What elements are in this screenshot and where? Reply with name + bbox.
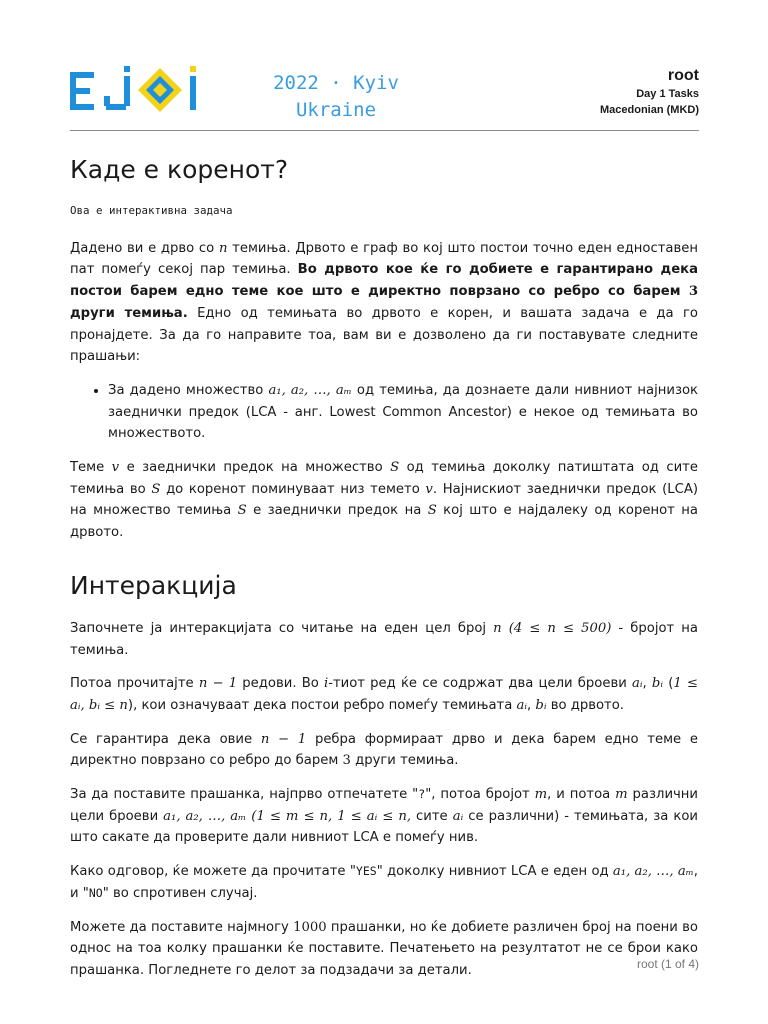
paragraph-query-format: За да поставите прашанка, најпрво отпечатете "?", потоа бројот m, и потоа m различни цели броеви a₁, a₂, …, aₘ (1 ≤ m ≤ n, 1 ≤ aᵢ ≤ n, сите aᵢ се различни) - темињата, за кои што сакате да проверите дали нивниот LCA е помеѓу нив. — [70, 787, 698, 846]
event-country: Ukraine — [295, 99, 377, 121]
paragraph-read-n: Започнете ја интеракцијата со читање на еден цел број n (4 ≤ n ≤ 500) - бројот на темиња. — [70, 620, 698, 658]
paragraph-lca-definition: Теме v е заеднички предок на множество S од темиња доколку патиштата од сите темиња во S до коренот поминуваат низ темето v. Најнискиот заеднички предок (LCA) на множество темиња S е заеднички предок на S кој што е најдалеку од коренот на дрвото. — [70, 460, 698, 541]
paragraph-intro: Дадено ви е дрво со n темиња. Дрвото е граф во кој што постои точно еден едноставен пат помеѓу секој пар темиња. Во дрвото кое ќе го добиете е гарантирано дека постои барем едно теме кое што е директно поврзано со ребро со барем 3 други темиња. Едно од темињата во дрвото е корен, и вашата задача е да го пронајдете. За да го направите тоа, вам ви е дозволено да ги поставувате следните прашањи: — [70, 240, 699, 365]
section-title-interaction: Интеракција — [70, 570, 237, 600]
paragraph-read-edges: Потоа прочитајте n − 1 редови. Во i-тиот ред ќе се содржат два цели броеви aᵢ, bᵢ (1 ≤ aᵢ, bᵢ ≤ n), кои означуваат дека постои ребро помеѓу темињата aᵢ, bᵢ во дрвото. — [70, 676, 698, 713]
document-body — [70, 150, 698, 994]
page-title: Каде е коренот? — [70, 155, 289, 184]
header-divider — [70, 130, 699, 131]
list-item: • За дадено множество a₁, a₂, …, aₘ од темиња, да дознаете дали нивниот најнизок заеднички предок (LCA - анг. Lowest Common Ancestor) е некое од темињата во множеството. — [108, 380, 698, 445]
page-header — [70, 62, 699, 130]
event-label — [236, 70, 436, 124]
paragraph-guarantee: Се гарантира дека овие n − 1 ребра формираат дрво и дека барем едно теме е директно поврзано со ребро до барем 3 други темиња. — [70, 731, 698, 769]
paragraph-query-limit: Можете да поставите најмногу 1000 прашанки, но ќе добиете различен број на поени во однос на тоа колку прашанки ќе поставите. Печатењето на резултатот не се брои како прашанка. Погледнете го делот за подзадачи за детали. — [70, 919, 698, 978]
ejoi-logo — [70, 64, 200, 118]
day-label: Day 1 Tasks — [636, 88, 699, 100]
interactive-note: Ова е интерактивна задача — [70, 204, 233, 217]
query-list — [70, 380, 698, 445]
paragraph-answer-format: Како одговор, ќе можете да прочитате "YES" доколку нивниот LCA е еден од a₁, a₂, …, aₘ, и "NO" во спротивен случај. — [70, 864, 698, 901]
task-name: root — [667, 67, 699, 84]
event-year-city: 2022 · Kyiv — [273, 72, 399, 94]
task-meta — [600, 66, 699, 118]
page-footer: root (1 of 4) — [636, 957, 699, 971]
language-label: Macedonian (MKD) — [600, 104, 699, 116]
